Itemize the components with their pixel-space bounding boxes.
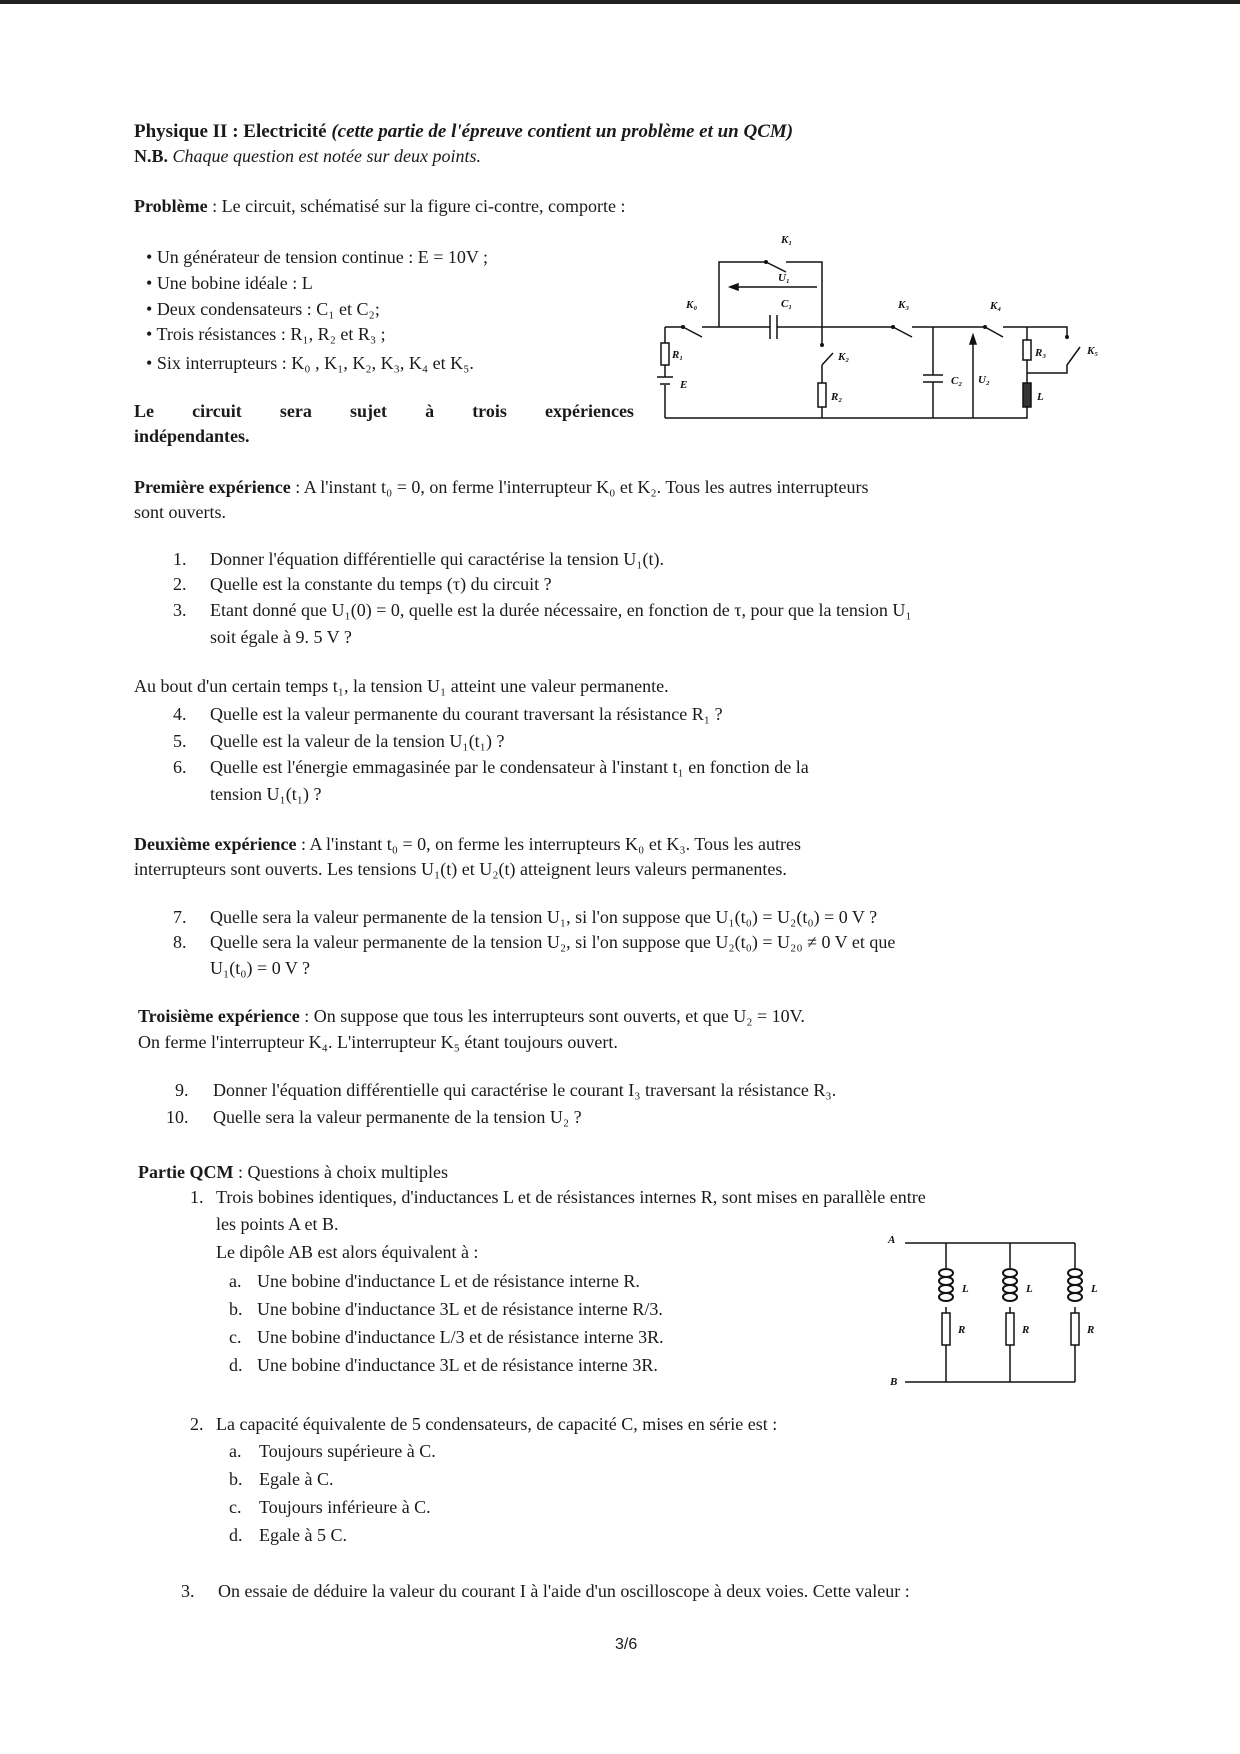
- q-number: 6.: [173, 757, 187, 777]
- label-l2: L: [1026, 1283, 1033, 1295]
- question-5: Quelle est la valeur de la tension U₁(t₁) ?: [210, 731, 505, 751]
- question-1: Donner l'équation différentielle qui caractérise la tension U₁(t).: [210, 549, 665, 569]
- word: sera: [279, 401, 312, 421]
- label-r3: R: [1087, 1324, 1095, 1336]
- nb-label: N.B.: [134, 146, 169, 166]
- question-7: Quelle sera la valeur permanente de la tension U₁, si l'on suppose que U₁(t₀) = U₂(t₀) = 0 V ?: [210, 907, 878, 927]
- option-letter: d.: [229, 1525, 243, 1545]
- qcm-heading: [138, 1161, 448, 1183]
- q-number: 1.: [173, 549, 187, 569]
- qcm1-option-d[interactable]: Une bobine d'inductance 3L et de résistance interne 3R.: [257, 1355, 658, 1375]
- q-number: 2.: [190, 1414, 204, 1434]
- option-letter: a.: [229, 1271, 242, 1291]
- page-number: 3/6: [615, 1636, 638, 1653]
- bullet-text: Une bobine idéale : L: [156, 273, 313, 293]
- label-r1: R₁: [672, 349, 684, 361]
- question-8: Quelle sera la valeur permanente de la tension U₂, si l'on suppose que U₂(t₀) = U₂₀ ≠ 0 V et que: [210, 932, 896, 952]
- label-k5: K₅: [1087, 345, 1099, 357]
- q-number: 4.: [173, 704, 187, 724]
- word: expériences: [544, 401, 634, 421]
- q-number: 10.: [166, 1107, 189, 1127]
- qcm2-option-b[interactable]: Egale à C.: [259, 1469, 334, 1489]
- qcm1-option-a[interactable]: Une bobine d'inductance L et de résistance interne R.: [257, 1271, 640, 1291]
- qcm-title: Partie QCM: [138, 1162, 234, 1182]
- bullet-item: • Trois résistances : R₁, R₂ et R₃ ;: [146, 324, 386, 344]
- qcm2-option-c[interactable]: Toujours inférieure à C.: [259, 1497, 431, 1517]
- word: circuit: [192, 401, 242, 421]
- exp1-text: : A l'instant t₀ = 0, on ferme l'interrupteur K₀ et K₂. Tous les autres interrupteurs: [290, 477, 869, 497]
- label-k0: K₀: [686, 299, 698, 311]
- label-u2: U₂: [978, 374, 990, 386]
- label-c1: C₁: [781, 298, 793, 310]
- question-3: Etant donné que U₁(0) = 0, quelle est la durée nécessaire, en fonction de τ, pour que la tension U₁: [210, 600, 912, 620]
- exp3-line2: On ferme l'interrupteur K₄. L'interrupteur K₅ étant toujours ouvert.: [138, 1032, 618, 1052]
- label-k2: K₂: [838, 351, 850, 363]
- qcm1-option-c[interactable]: Une bobine d'inductance L/3 et de résistance interne 3R.: [257, 1327, 664, 1347]
- subject-line-2: indépendantes.: [134, 426, 250, 446]
- exp1-line2: sont ouverts.: [134, 502, 226, 522]
- option-letter: c.: [229, 1327, 242, 1347]
- label-r2: R: [1022, 1324, 1030, 1336]
- label-r3: R₃: [1035, 347, 1047, 359]
- q-number: 7.: [173, 907, 187, 927]
- qcm-question-1: Trois bobines identiques, d'inductances L et de résistances internes R, sont mises en parallèle entre: [216, 1187, 926, 1207]
- word: sujet: [349, 401, 387, 421]
- exp1-line1: [134, 476, 869, 498]
- exp1-title: Première expérience: [134, 477, 291, 497]
- q-number: 5.: [173, 731, 187, 751]
- label-a: A: [888, 1234, 896, 1246]
- question-6: Quelle est l'énergie emmagasinée par le condensateur à l'instant t₁ en fonction de la: [210, 757, 809, 777]
- bullet-text: Un générateur de tension continue : E = 10V ;: [156, 247, 489, 267]
- label-e: E: [680, 379, 688, 391]
- label-b: B: [890, 1376, 898, 1388]
- option-letter: d.: [229, 1355, 243, 1375]
- nb-text: Chaque question est notée sur deux points.: [172, 146, 481, 166]
- qcm-question-1-cont: les points A et B.: [216, 1214, 339, 1234]
- label-k3: K₃: [898, 299, 910, 311]
- q-number: 9.: [175, 1080, 189, 1100]
- word: Le: [134, 401, 154, 421]
- problem-intro-text: : Le circuit, schématisé sur la figure ci-contre, comporte :: [207, 196, 626, 216]
- exp3-text: : On suppose que tous les interrupteurs sont ouverts, et que U₂ = 10V.: [299, 1006, 805, 1026]
- bullet-text: Deux condensateurs : C₁ et C₂;: [156, 299, 380, 319]
- exp2-line1: [134, 833, 801, 855]
- label-c2: C₂: [951, 375, 963, 387]
- qcm-question-2: La capacité équivalente de 5 condensateurs, de capacité C, mises en série est :: [216, 1414, 778, 1434]
- question-2: Quelle est la constante du temps (τ) du circuit ?: [210, 574, 552, 594]
- q-number: 8.: [173, 932, 187, 952]
- question-10: Quelle sera la valeur permanente de la tension U₂ ?: [213, 1107, 582, 1127]
- bullet-item: • Un générateur de tension continue : E = 10V ;: [146, 247, 489, 267]
- label-l: L: [1037, 391, 1044, 403]
- exp3-line1: [138, 1005, 805, 1027]
- q-number: 3.: [173, 600, 187, 620]
- title-bold: Physique II : Electricité: [134, 121, 327, 142]
- label-r2: R₂: [831, 391, 843, 403]
- bullet-text: Six interrupteurs : K₀ , K₁, K₂, K₃, K₄ et K₅.: [156, 353, 474, 373]
- option-letter: b.: [229, 1299, 243, 1319]
- question-6-cont: tension U₁(t₁) ?: [210, 784, 322, 804]
- option-letter: b.: [229, 1469, 243, 1489]
- qcm-subtitle: : Questions à choix multiples: [233, 1162, 448, 1182]
- word: à: [425, 401, 435, 421]
- question-9: Donner l'équation différentielle qui caractérise le courant I₃ traversant la résistance R₃.: [213, 1080, 837, 1100]
- label-r1: R: [958, 1324, 966, 1336]
- qcm2-option-d[interactable]: Egale à 5 C.: [259, 1525, 347, 1545]
- problem-label: Problème: [134, 196, 208, 216]
- qcm-question-1-prompt: Le dipôle AB est alors équivalent à :: [216, 1242, 479, 1262]
- qcm1-option-b[interactable]: Une bobine d'inductance 3L et de résistance interne R/3.: [257, 1299, 663, 1319]
- bullet-text: Trois résistances : R₁, R₂ et R₃ ;: [156, 324, 386, 344]
- label-k1: K₁: [781, 234, 793, 246]
- word: trois: [472, 401, 507, 421]
- bullet-item: • Deux condensateurs : C₁ et C₂;: [146, 299, 380, 319]
- q-number: 2.: [173, 574, 187, 594]
- label-l3: L: [1091, 1283, 1098, 1295]
- option-letter: a.: [229, 1441, 242, 1461]
- qcm2-option-a[interactable]: Toujours supérieure à C.: [259, 1441, 436, 1461]
- question-3-cont: soit égale à 9. 5 V ?: [210, 627, 352, 647]
- exp2-line2: interrupteurs sont ouverts. Les tensions U₁(t) et U₂(t) atteignent leurs valeurs permanentes.: [134, 859, 787, 879]
- exp1-mid-text: Au bout d'un certain temps t₁, la tension U₁ atteint une valeur permanente.: [134, 676, 669, 696]
- label-u1: U₁: [778, 272, 790, 284]
- label-l1: L: [962, 1283, 969, 1295]
- q-number: 3.: [181, 1581, 195, 1601]
- bullet-item: • Six interrupteurs : K₀ , K₁, K₂, K₃, K₄ et K₅.: [146, 353, 474, 373]
- label-k4: K₄: [990, 300, 1002, 312]
- q-number: 1.: [190, 1187, 204, 1207]
- exp2-text: : A l'instant t₀ = 0, on ferme les interrupteurs K₀ et K₃. Tous les autres: [296, 834, 801, 854]
- bullet-item: • Une bobine idéale : L: [146, 273, 313, 293]
- question-4: Quelle est la valeur permanente du courant traversant la résistance R₁ ?: [210, 704, 723, 724]
- qcm-question-3: On essaie de déduire la valeur du courant I à l'aide d'un oscilloscope à deux voies. Cette valeur :: [218, 1581, 910, 1601]
- question-8-cont: U₁(t₀) = 0 V ?: [210, 958, 311, 978]
- title-italic: (cette partie de l'épreuve contient un problème et un QCM): [331, 121, 794, 142]
- option-letter: c.: [229, 1497, 242, 1517]
- exp3-title: Troisième expérience: [138, 1006, 300, 1026]
- exp2-title: Deuxième expérience: [134, 834, 297, 854]
